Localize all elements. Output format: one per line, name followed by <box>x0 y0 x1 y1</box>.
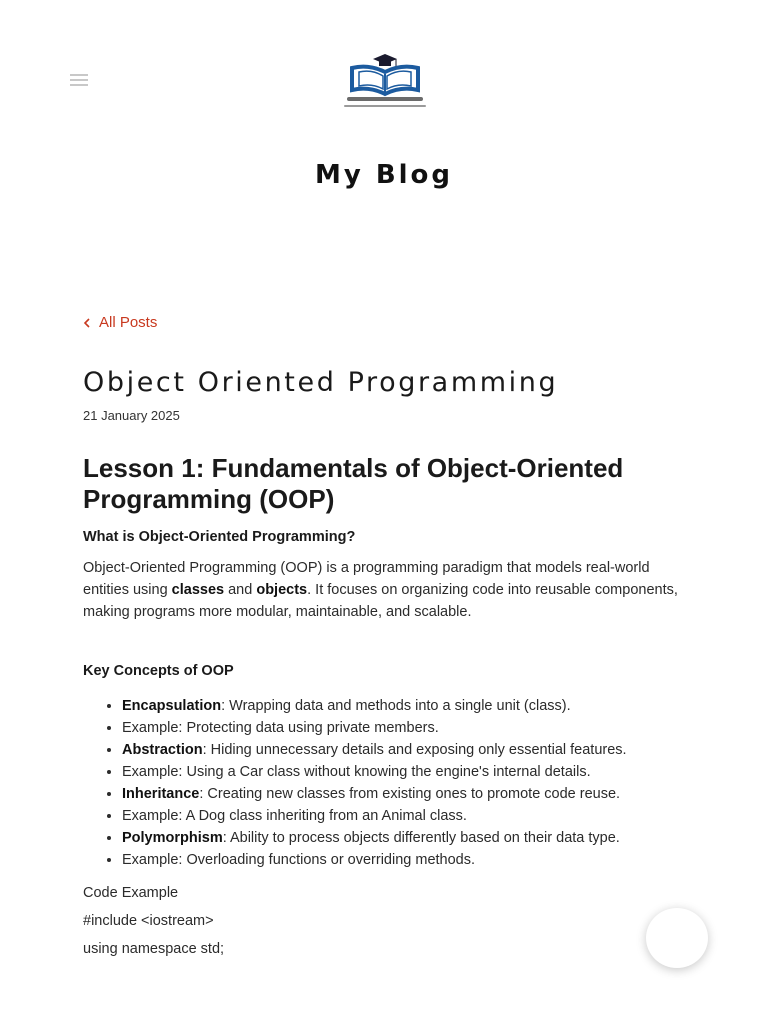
concept-term: Inheritance <box>122 786 200 802</box>
site-title[interactable]: My Blog <box>314 160 454 190</box>
concept-text: : Ability to process objects differently based on their data type. <box>222 830 620 846</box>
intro-text-1: Object-Oriented Programming (OOP) is a programming paradigm that models real-world entities using <box>83 560 650 598</box>
key-concepts-heading: Key Concepts of OOP <box>83 663 234 679</box>
concept-term: Abstraction <box>122 742 203 758</box>
site-logo[interactable] <box>339 50 431 112</box>
list-item <box>122 849 683 871</box>
list-item <box>122 783 683 805</box>
graduation-book-logo-icon <box>339 50 431 112</box>
concept-text: : Hiding unnecessary details and exposing only essential features. <box>202 742 627 758</box>
concept-text: Example: Protecting data using private members. <box>122 720 439 736</box>
intro-text-2: and <box>224 582 257 598</box>
intro-bold-objects: objects <box>256 582 308 598</box>
list-item <box>122 717 683 739</box>
list-item <box>122 805 683 827</box>
concept-text: : Creating new classes from existing ones to promote code reuse. <box>199 786 621 802</box>
concept-text: : Wrapping data and methods into a single unit (class). <box>221 698 571 714</box>
section-question: What is Object-Oriented Programming? <box>83 529 356 545</box>
concept-term: Encapsulation <box>122 698 222 714</box>
concept-text: Example: Using a Car class without knowing the engine's internal details. <box>122 764 591 780</box>
post-content <box>83 364 683 957</box>
all-posts-link[interactable] <box>83 314 157 331</box>
concept-text: Example: A Dog class inheriting from an Animal class. <box>122 808 467 824</box>
intro-bold-classes: classes <box>171 582 225 598</box>
intro-paragraph <box>83 557 683 623</box>
list-item <box>122 695 683 717</box>
concept-text: Example: Overloading functions or overriding methods. <box>122 852 476 868</box>
list-item <box>122 827 683 849</box>
code-line: #include <iostream> <box>83 913 214 929</box>
code-line: using namespace std; <box>83 941 225 957</box>
post-title: Object Oriented Programming <box>83 367 559 398</box>
list-item <box>122 739 683 761</box>
intro-text-3: . It focuses on organizing code into reusable components, making programs more modular, maintainable, and scalable. <box>83 582 678 620</box>
chevron-left-icon <box>83 317 91 329</box>
concept-term: Polymorphism <box>122 830 223 846</box>
post-date: 21 January 2025 <box>83 408 180 423</box>
chat-widget-button[interactable] <box>646 908 708 968</box>
lesson-heading: Lesson 1: Fundamentals of Object-Oriented Programming (OOP) <box>83 453 624 514</box>
code-example-label: Code Example <box>83 885 179 901</box>
concepts-list <box>83 695 683 871</box>
all-posts-label: All Posts <box>99 314 158 331</box>
hamburger-menu-icon[interactable] <box>70 73 88 87</box>
list-item <box>122 761 683 783</box>
